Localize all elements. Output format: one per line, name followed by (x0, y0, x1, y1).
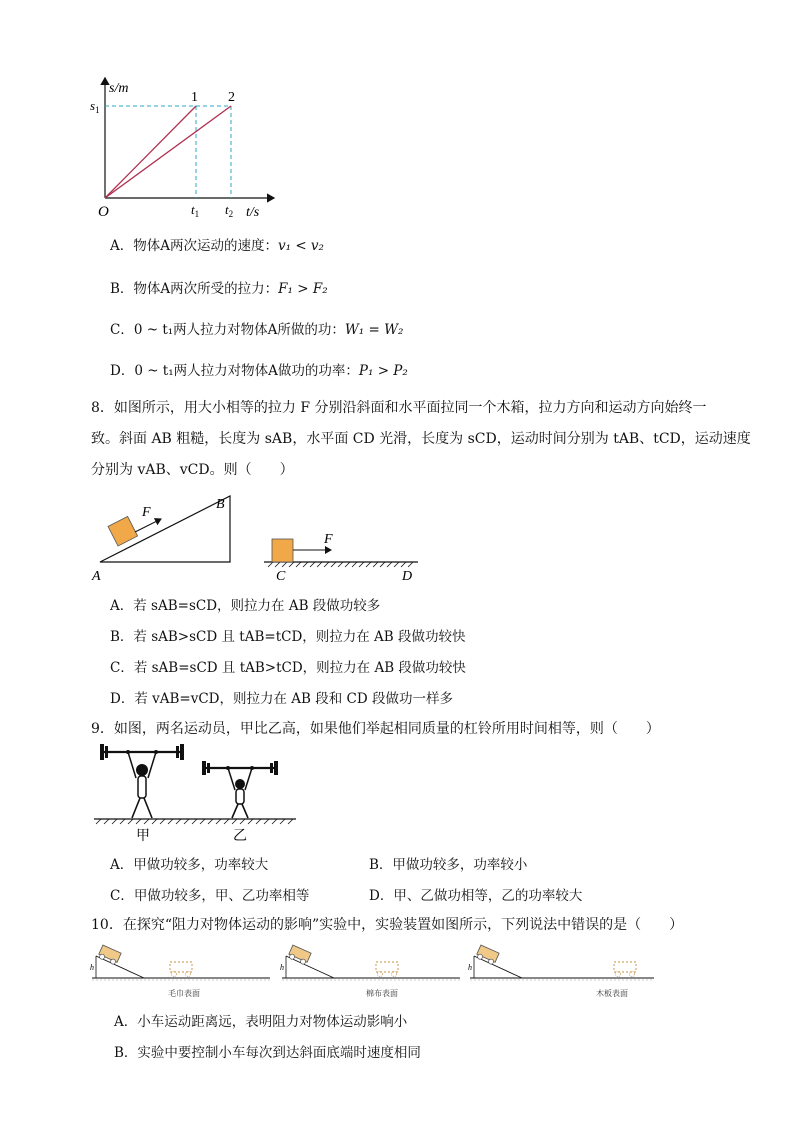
q10-stem: 10．在探究“阻力对物体运动的影响”实验中，实验装置如图所示，下列说法中错误的是（ ） (91, 917, 684, 933)
q7-option-c: C．0 ~ t₁两人拉力对物体A所做的功：W₁ = W₂ (110, 322, 404, 338)
q9-option-a: A．甲做功较多，功率较大 (110, 857, 269, 873)
box-on-incline (108, 516, 138, 546)
line-1-label: 1 (191, 90, 198, 105)
t2-label: $t_2$ (225, 202, 234, 219)
force-arrow-incline (135, 519, 161, 532)
q9-option-b: B．甲做功较多，功率较小 (369, 857, 528, 873)
t1-label: $t_1$ (191, 202, 200, 219)
q8-stem-line1: 8．如图所示，用大小相等的拉力 F 分别沿斜面和水平面拉同一个木箱，拉力方向和运动方向始终一 (91, 400, 707, 416)
h-label-1: h (90, 963, 94, 972)
line-2-label: 2 (228, 90, 235, 105)
origin-label: O (98, 204, 109, 220)
q7-option-a: A．物体A两次运动的速度：v₁ < v₂ (110, 238, 324, 254)
point-b-label: B (216, 497, 225, 512)
panel-towel (90, 945, 270, 998)
q8-option-a: A．若 sAB=sCD，则拉力在 AB 段做功较多 (110, 598, 381, 614)
panel-wood (468, 945, 654, 998)
q8-option-d: D．若 vAB=vCD，则拉力在 AB 段和 CD 段做功一样多 (110, 691, 453, 707)
x-axis-label: t/s (246, 205, 260, 220)
q9-option-c: C．甲做功较多，甲、乙功率相等 (110, 888, 310, 904)
athlete-yi (202, 761, 278, 818)
point-c-label: C (276, 569, 286, 584)
ground-hatch (268, 562, 413, 567)
h-label-3: h (468, 963, 472, 972)
point-a-label: A (92, 569, 101, 584)
q8-stem-line3: 分别为 vAB、vCD。则（ ） (91, 462, 294, 478)
q10-option-a: A．小车运动距离远，表明阻力对物体运动影响小 (114, 1014, 408, 1030)
y-axis-label: s/m (109, 81, 129, 96)
box-on-ground (272, 539, 293, 562)
q10-option-b: B．实验中要控制小车每次到达斜面底端时速度相同 (114, 1045, 421, 1061)
q8-option-c: C．若 sAB=sCD 且 tAB>tCD，则拉力在 AB 段做功较快 (110, 660, 466, 676)
surface-label-cotton: 棉布表面 (366, 989, 398, 998)
ground-hatch-9 (96, 819, 293, 824)
q8-stem-line2: 致。斜面 AB 粗糙，长度为 sAB，水平面 CD 光滑，长度为 sCD，运动时间分别为 tAB、tCD，运动速度 (91, 431, 751, 447)
q9-option-d: D．甲、乙做功相等，乙的功率较大 (369, 888, 583, 904)
q9-stem: 9．如图，两名运动员，甲比乙高，如果他们举起相同质量的杠铃所用时间相等，则（ ） (91, 721, 660, 737)
s-t-graph (88, 72, 278, 222)
weightlifters-figure (90, 740, 305, 846)
force-label-incline: F (142, 505, 151, 520)
line-2 (105, 106, 231, 198)
label-jia: 甲 (136, 828, 150, 844)
incline-figure (88, 488, 428, 584)
q7-option-b: B．物体A两次所受的拉力：F₁ > F₂ (110, 281, 328, 297)
q8-option-b: B．若 sAB>sCD 且 tAB=tCD，则拉力在 AB 段做功较快 (110, 629, 466, 645)
q7-option-d: D．0 ~ t₁两人拉力对物体A做功的功率：P₁ > P₂ (110, 363, 408, 379)
label-yi: 乙 (233, 828, 247, 844)
point-d-label: D (402, 569, 413, 584)
athlete-jia (100, 744, 184, 818)
s1-label: $s_1$ (90, 98, 100, 115)
panel-cotton (280, 945, 460, 998)
h-label-2: h (280, 963, 284, 972)
line-1 (105, 106, 196, 198)
force-label-ground: F (324, 532, 333, 547)
friction-experiment-figure (90, 936, 660, 1006)
surface-label-wood: 木板表面 (596, 989, 628, 998)
surface-label-towel: 毛巾表面 (168, 989, 200, 998)
